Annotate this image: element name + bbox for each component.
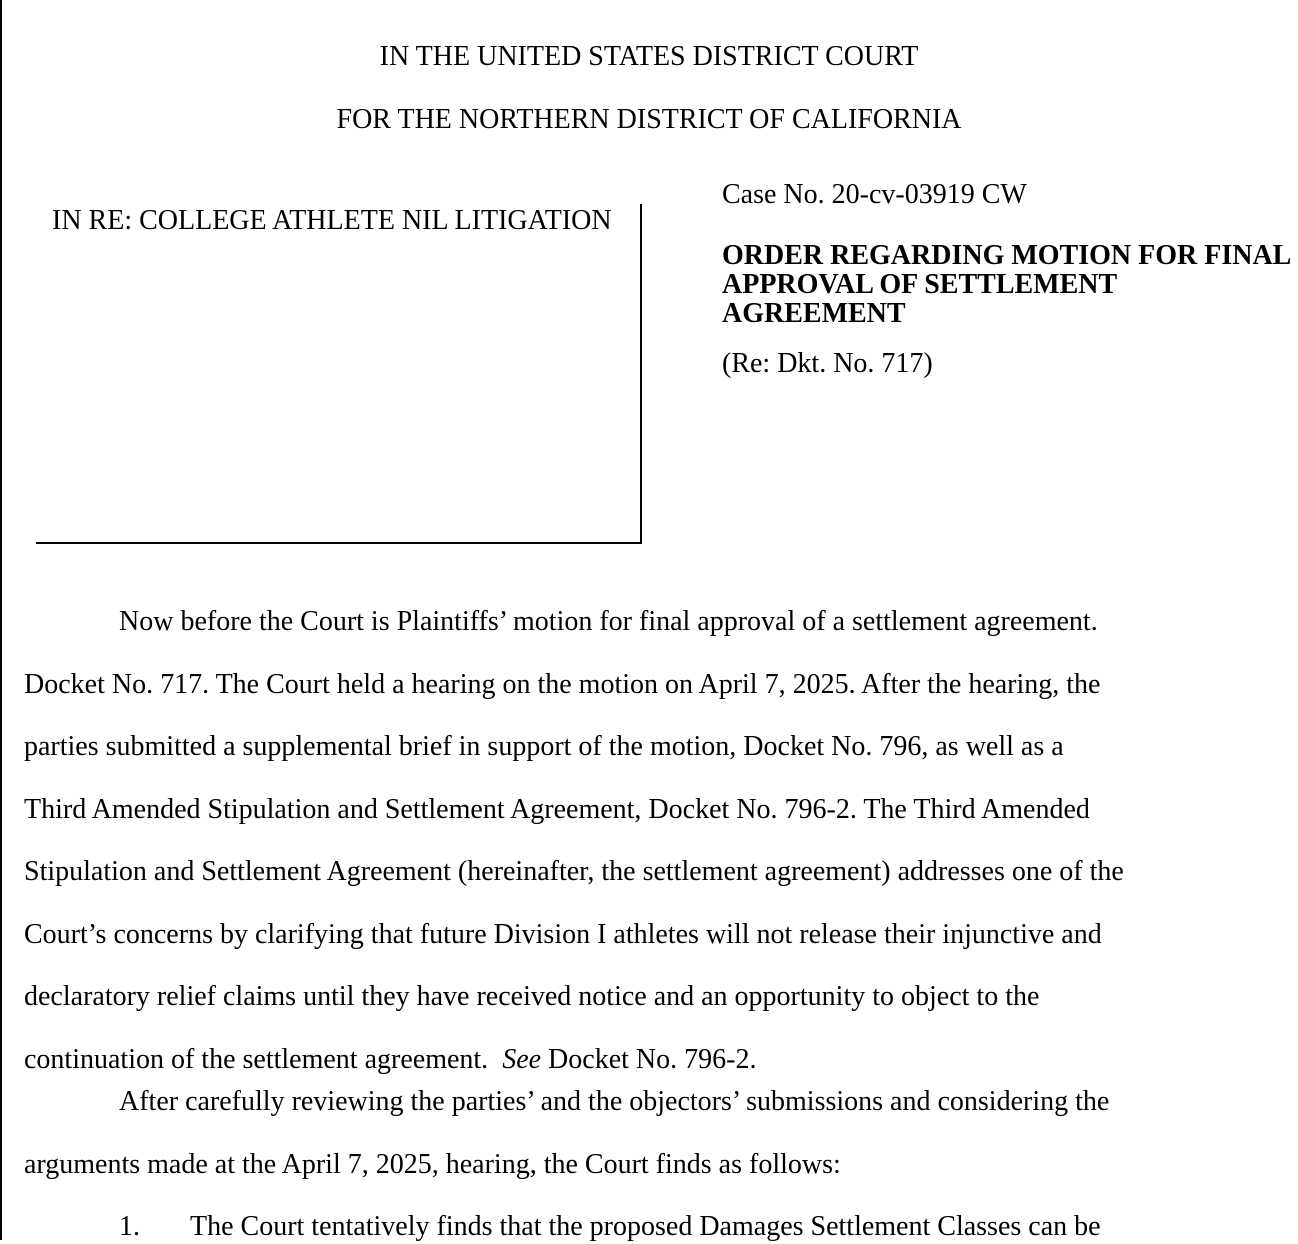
body-paragraph-2 — [24, 1085, 1282, 1210]
paragraph-line: parties submitted a supplemental brief in support of the motion, Docket No. 796, as well as a — [24, 731, 1064, 762]
paragraph-line-text: Docket No. 796-2. — [541, 1043, 757, 1075]
court-name-line-2: FOR THE NORTHERN DISTRICT OF CALIFORNIA — [336, 104, 962, 135]
paragraph-line: Stipulation and Settlement Agreement (hereinafter, the settlement agreement) addresses one of the — [24, 856, 1124, 887]
paragraph-line: After carefully reviewing the parties’ and the objectors’ submissions and considering the — [119, 1086, 1110, 1117]
paragraph-line: Docket No. 717. The Court held a hearing on the motion on April 7, 2025. After the hearing, the — [24, 668, 1101, 700]
paragraph-line: declaratory relief claims until they have received notice and an opportunity to object to the — [24, 981, 1040, 1012]
finding-text: The Court tentatively finds that the proposed Damages Settlement Classes can be — [190, 1211, 1101, 1242]
court-name-line-1: IN THE UNITED STATES DISTRICT COURT — [379, 41, 919, 72]
paragraph-line: arguments made at the April 7, 2025, hearing, the Court finds as follows: — [24, 1148, 841, 1180]
citation-signal: See — [502, 1043, 542, 1075]
paragraph-line: Now before the Court is Plaintiffs’ motion for final approval of a settlement agreement. — [119, 606, 1098, 637]
caption-box — [36, 204, 642, 544]
docket-reference: (Re: Dkt. No. 717) — [722, 348, 933, 379]
page-left-border — [0, 0, 2, 1240]
case-title: IN RE: COLLEGE ATHLETE NIL LITIGATION — [52, 205, 612, 236]
body-paragraph-1 — [24, 605, 1282, 1105]
order-title: ORDER REGARDING MOTION FOR FINAL APPROVAL OF SETTLEMENT AGREEMENT — [722, 240, 1290, 329]
paragraph-line: Court’s concerns by clarifying that future Division I athletes will not release their injunctive and — [24, 918, 1102, 950]
finding-number: 1. — [119, 1211, 140, 1242]
paragraph-line: Third Amended Stipulation and Settlement Agreement, Docket No. 796-2. The Third Amended — [24, 793, 1090, 825]
numbered-finding-1 — [119, 1210, 1101, 1244]
case-number: Case No. 20-cv-03919 CW — [722, 179, 1027, 210]
paragraph-line-text: continuation of the settlement agreement. — [24, 1043, 503, 1075]
